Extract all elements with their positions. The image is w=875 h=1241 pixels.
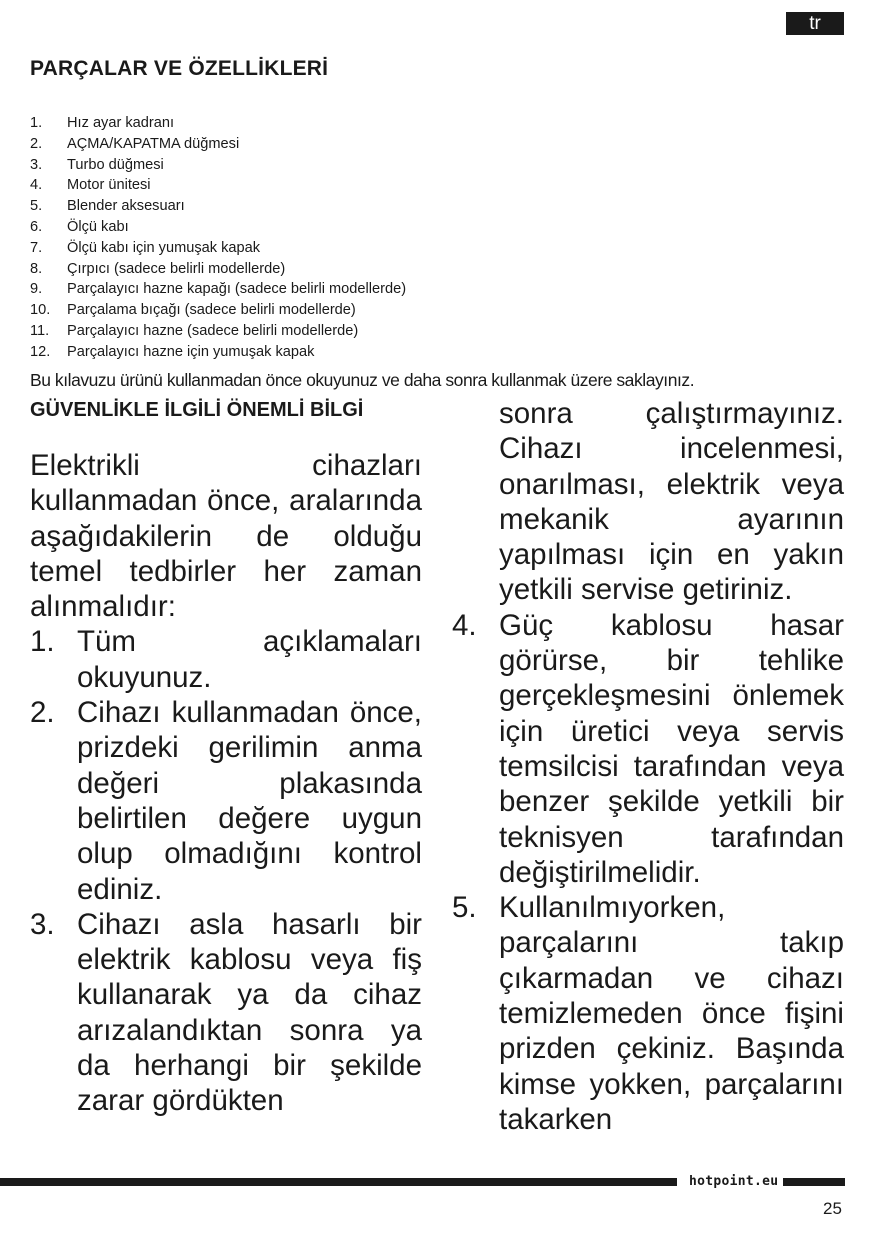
item-number: 1. [30,115,43,131]
item-label: Ölçü kabı [67,218,129,235]
safety-body-left [30,448,422,1119]
safety-intro: Elektrikli cihazları kullanmadan önce, aralarında aşağıdakilerin de olduğu temel tedbirler her zaman alınmalıdır: [30,449,422,624]
footer-rule-left [0,1178,677,1186]
item-label: Parçalayıcı hazne kapağı (sadece belirli modellerde) [67,281,407,298]
item-number: 8. [30,260,43,277]
safety-item-text: Güç kablosu hasar görürse, bir tehlike gerçekleşmesini önlemek için üretici veya servis temsilcisi tarafından veya benzer şekilde yetkili bir teknisyen tarafından değiştirilmelidir. [499,608,844,889]
list-item [30,238,406,259]
safety-item-number: 5. [452,891,477,925]
item-number: 12. [30,343,51,360]
item-number: 10. [30,302,51,319]
list-item [30,321,406,342]
item-number: 7. [30,239,43,256]
list-item [30,342,406,363]
item-label: Blender aksesuarı [67,198,185,215]
list-item [30,175,406,196]
item-number: 3. [30,156,43,173]
item-number: 9. [30,281,43,298]
safety-body-right [452,396,844,1137]
safety-item-text: Kullanılmıyorken, parçalarını takıp çıkarmadan ve cihazı temizlemeden önce fişini prizden çekiniz. Başında kimse yokken, parçalarını takarken [499,891,844,1136]
parts-title: PARÇALAR VE ÖZELLİKLERİ [30,57,329,80]
item-label: Ölçü kabı için yumuşak kapak [67,239,261,256]
item-label: Hız ayar kadranı [67,115,175,131]
item-label: Motor ünitesi [67,177,151,194]
page-number: 25 [823,1199,842,1218]
item-number: 5. [30,198,43,215]
list-item [30,113,406,134]
safety-item [452,608,844,890]
safety-item-continued: sonra çalıştırmayınız. Cihazı incelenmesi, onarılması, elektrik veya mekanik ayarının yapılması için en yakın yetkili servise getiriniz. [499,397,844,607]
safety-item-text: Cihazı kullanmadan önce, prizdeki gerilimin anma değeri plakasında belirtilen değere uygun olup olmadığını kontrol ediniz. [77,696,422,906]
item-label: Çırpıcı (sadece belirli modellerde) [67,260,286,277]
item-number: 6. [30,218,43,235]
safety-item-text: Tüm açıklamaları okuyunuz. [77,625,422,694]
safety-item-text: Cihazı asla hasarlı bir elektrik kablosu veya fiş kullanarak ya da cihaz arızalandıktan sonra ya da herhangi bir şekilde zarar gördükten [77,907,422,1118]
item-label: Parçalama bıçağı (sadece belirli modellerde) [67,302,356,319]
item-number: 11. [30,322,50,339]
list-item [30,300,406,321]
item-number: 4. [30,177,43,194]
left-column [30,397,422,1119]
language-badge: tr [786,12,844,35]
safety-item-number: 1. [30,625,55,659]
list-item [30,155,406,176]
item-label: AÇMA/KAPATMA düğmesi [67,135,240,152]
safety-item [30,907,422,1119]
list-item [30,134,406,155]
list-item [30,279,406,300]
right-column [452,396,844,1137]
brand-url: hotpoint.eu [689,1174,779,1189]
list-item [30,259,406,280]
item-label: Turbo düğmesi [67,156,164,173]
safety-item-number: 2. [30,696,55,730]
item-label: Parçalayıcı hazne (sadece belirli modellerde) [67,322,359,339]
safety-item-number: 4. [452,608,477,642]
safety-item [30,695,422,907]
parts-list [30,113,406,363]
item-number: 2. [30,135,43,152]
safety-item [30,624,422,695]
safety-item [452,890,844,1137]
safety-item-number: 3. [30,907,55,941]
footer-rule-right [783,1178,845,1186]
list-item [30,196,406,217]
list-item [30,217,406,238]
safety-title: GÜVENLİKLE İLGİLİ ÖNEMLİ BİLGİ [30,399,364,421]
manual-note: Bu kılavuzu ürünü kullanmadan önce okuyunuz ve daha sonra kullanmak üzere saklayınız. [30,370,695,390]
item-label: Parçalayıcı hazne için yumuşak kapak [67,343,315,360]
